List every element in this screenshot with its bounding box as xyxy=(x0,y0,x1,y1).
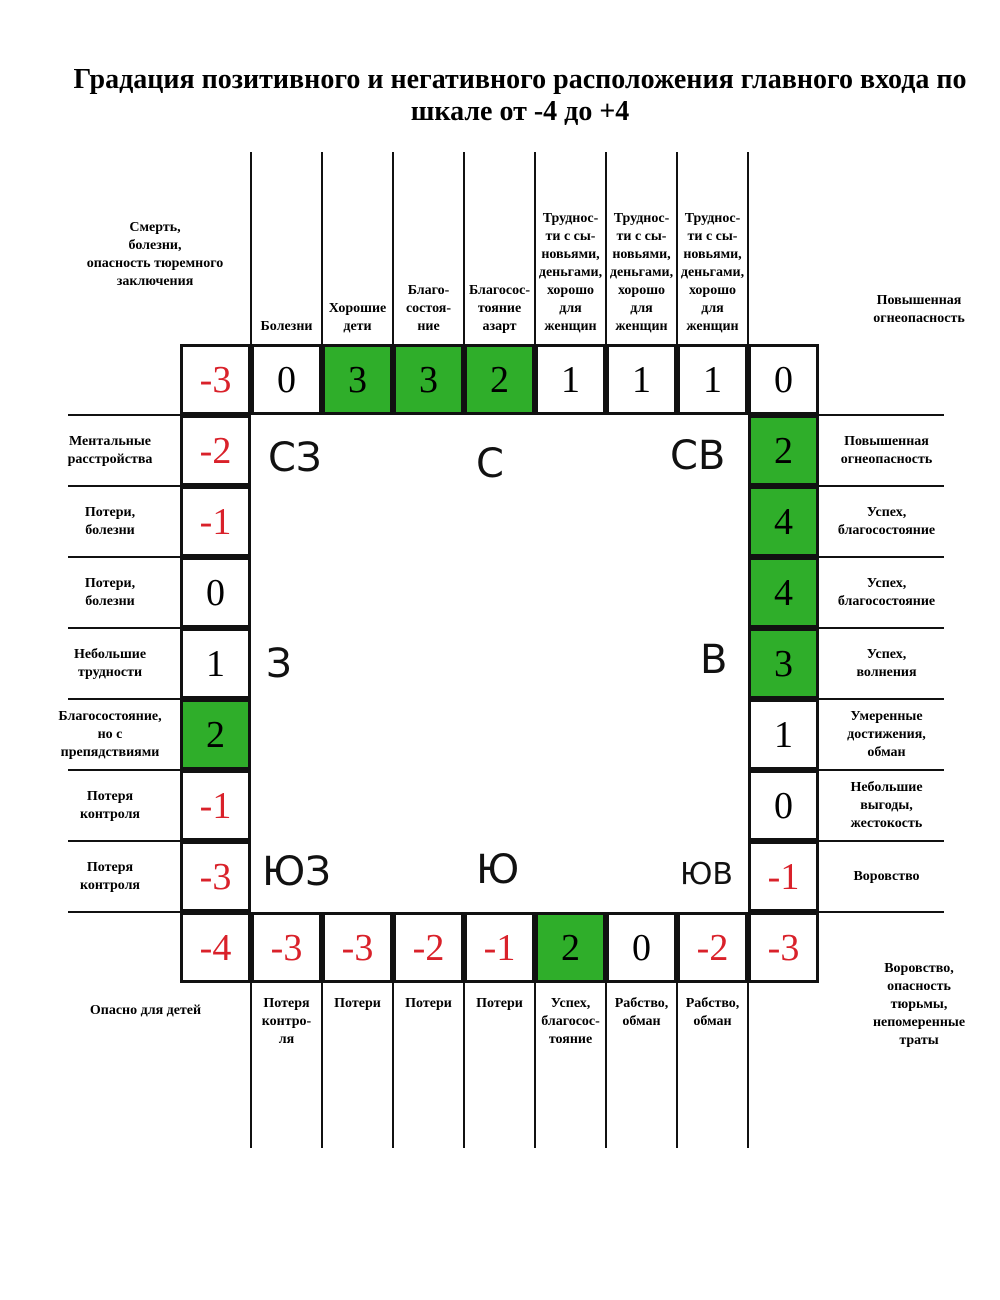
label-top: Хорошие дети xyxy=(328,301,387,334)
direction-label-se: ЮВ xyxy=(680,857,733,892)
label-top: Труднос- ти с сы- новьями, деньгами, хорошо для женщин xyxy=(609,211,674,334)
label-left: Благосостояние, но с препядствиями xyxy=(58,708,162,760)
label-bottom: Потери xyxy=(334,996,381,1011)
direction-label-ne: СВ xyxy=(670,433,726,479)
value-cell-top: 1 xyxy=(535,344,606,415)
direction-label-sw: ЮЗ xyxy=(262,849,331,895)
label-bottom-se-corner: Воровство, опасность тюрьмы, непомеренные траты xyxy=(872,961,966,1048)
label-top-ne-corner: Повышенная огнеопасность xyxy=(873,293,965,326)
value-cell-top: 1 xyxy=(606,344,677,415)
value-cell-bottom: -3 xyxy=(322,912,393,983)
label-left: Небольшие трудности xyxy=(73,646,147,680)
label-right: Успех, волнения xyxy=(856,646,917,680)
label-bottom: Потери xyxy=(476,996,523,1011)
value-cell-left: 2 xyxy=(180,699,251,770)
label-top: Труднос- ти с сы- новьями, деньгами, хорошо для женщин xyxy=(538,211,603,334)
label-top-nw-corner: Смерть, болезни, опасность тюремного заключения xyxy=(86,220,224,289)
label-right: Умеренные достижения, обман xyxy=(847,708,926,760)
value-cell-right: 4 xyxy=(748,486,819,557)
label-top: Благосос- тояние азарт xyxy=(468,283,531,334)
value-cell-bottom-se-corner: -3 xyxy=(748,912,819,983)
label-right: Повышенная огнеопасность xyxy=(840,433,933,467)
label-left: Потеря контроля xyxy=(79,788,141,822)
label-bottom: Потери xyxy=(405,996,452,1011)
value-cell-left: -3 xyxy=(180,841,251,912)
direction-label-w: З xyxy=(266,641,292,687)
label-right: Небольшие выгоды, жестокость xyxy=(850,779,923,831)
direction-label-nw: СЗ xyxy=(268,435,322,481)
label-right: Воровство xyxy=(853,868,920,884)
value-cell-top: 3 xyxy=(322,344,393,415)
label-bottom: Рабство, обман xyxy=(685,996,740,1029)
value-cell-left: 0 xyxy=(180,557,251,628)
value-cell-top-nw-corner: -3 xyxy=(180,344,251,415)
label-top: Благо- состоя- ние xyxy=(405,283,452,334)
direction-label-e: В xyxy=(700,637,728,683)
value-cell-right: 3 xyxy=(748,628,819,699)
value-cell-right: 0 xyxy=(748,770,819,841)
value-cell-bottom-sw-corner: -4 xyxy=(180,912,251,983)
value-cell-bottom: -2 xyxy=(677,912,748,983)
label-left: Потеря контроля xyxy=(79,859,141,893)
value-cell-right: 1 xyxy=(748,699,819,770)
label-bottom: Успех, благосос- тояние xyxy=(541,996,600,1047)
diagram-title: Градация позитивного и негативного расположения главного входа по шкале от -4 до +4 xyxy=(73,64,967,127)
label-right: Успех, благосостояние xyxy=(837,575,936,609)
label-left: Потери, болезни xyxy=(84,504,136,538)
value-cell-left: 1 xyxy=(180,628,251,699)
direction-label-n: С xyxy=(476,441,504,487)
value-cell-bottom: -2 xyxy=(393,912,464,983)
value-cell-bottom: -3 xyxy=(251,912,322,983)
value-cell-left: -2 xyxy=(180,415,251,486)
value-cell-top: 0 xyxy=(251,344,322,415)
label-left: Ментальные расстройства xyxy=(67,433,153,467)
value-cell-bottom: -1 xyxy=(464,912,535,983)
value-cell-left: -1 xyxy=(180,770,251,841)
value-cell-top: 1 xyxy=(677,344,748,415)
label-bottom-sw-corner: Опасно для детей xyxy=(89,1002,202,1018)
value-cell-right: 4 xyxy=(748,557,819,628)
value-cell-bottom: 2 xyxy=(535,912,606,983)
direction-label-s: Ю xyxy=(476,847,520,893)
value-cell-left: -1 xyxy=(180,486,251,557)
label-bottom: Потеря контро- ля xyxy=(261,996,312,1047)
value-cell-right: 2 xyxy=(748,415,819,486)
value-cell-top: 3 xyxy=(393,344,464,415)
label-bottom: Рабство, обман xyxy=(614,996,669,1029)
label-left: Потери, болезни xyxy=(84,575,136,609)
label-right: Успех, благосостояние xyxy=(837,504,936,538)
label-top: Труднос- ти с сы- новьями, деньгами, хорошо для женщин xyxy=(680,211,745,334)
value-cell-right: -1 xyxy=(748,841,819,912)
value-cell-bottom: 0 xyxy=(606,912,677,983)
value-cell-top-ne-corner: 0 xyxy=(748,344,819,415)
value-cell-top: 2 xyxy=(464,344,535,415)
label-top: Болезни xyxy=(260,319,313,334)
